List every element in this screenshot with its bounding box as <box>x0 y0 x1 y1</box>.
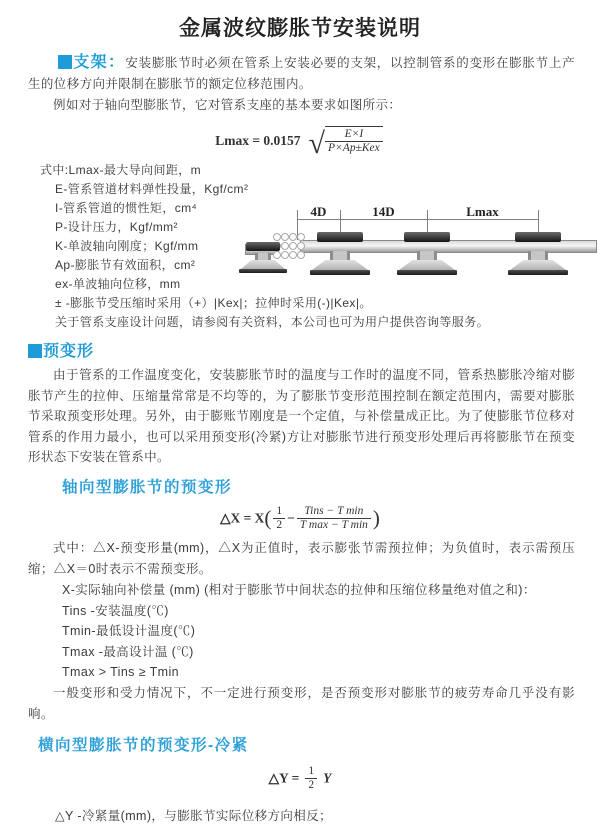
formula-fraction <box>325 126 383 155</box>
predeform-header-line <box>28 341 575 363</box>
axial-variable-list <box>62 580 600 683</box>
support-intro-paragraph <box>28 52 575 95</box>
support-foot <box>508 270 568 275</box>
right-paren: ) <box>372 506 380 531</box>
definition-line: K-单波轴向刚度；Kgf/mm <box>55 239 199 254</box>
support-base <box>510 260 566 270</box>
definition-line: E-管系管道材料弹性投量，Kgf/cm² <box>55 182 249 197</box>
variable-line: Tmax -最高设计温 (℃) <box>62 644 194 659</box>
half-fraction <box>305 765 317 792</box>
axial-formula-description: 式中：△X-预变形量(mm)，△X为正值时，表示膨张节需预拉伸；为负值时，表示需预压缩；△X＝0时表示不需预变形。 <box>28 541 575 577</box>
variable-line: Tmax > Tins ≥ Tmin <box>62 665 179 680</box>
dim-label-lmax: Lmax <box>466 204 499 219</box>
section-square-icon <box>28 344 42 358</box>
support-neck <box>255 253 271 260</box>
support-base <box>241 260 285 269</box>
pipe-guide-support <box>404 232 450 278</box>
axial-predeform-formula <box>0 505 600 532</box>
fraction-denominator: T max − T min <box>299 519 368 532</box>
support-neck <box>330 251 350 260</box>
radical-sign-icon: √ <box>308 126 326 160</box>
pipe-guide-support <box>515 232 561 278</box>
half-fraction <box>273 505 285 532</box>
definition-line: Ap-膨胀节有效面积，cm² <box>55 258 196 273</box>
dim-label-14d: 14D <box>372 204 395 219</box>
support-example-line: 例如对于轴向型膨胀节，它对管系支座的基本要求如图所示： <box>53 98 402 112</box>
coil-icon <box>281 242 289 250</box>
coil-icon <box>273 233 281 241</box>
definition-line: ± -膨胀节受压缩时采用（+）|Kex|；拉伸时采用(-)|Kex|。 <box>55 296 372 311</box>
support-neck <box>528 251 548 260</box>
sqrt-radical <box>308 126 385 160</box>
page-title: 金属波纹膨胀节安装说明 <box>179 17 421 40</box>
clamp-cap <box>515 232 561 242</box>
fraction-denominator: 2 <box>308 779 315 792</box>
formula-lhs: Lmax = 0.0157 <box>215 132 301 148</box>
support-foot <box>397 270 457 275</box>
support-base <box>399 260 455 270</box>
support-foot <box>239 269 287 273</box>
document-page <box>0 12 600 824</box>
definition-line: I-管系管道的惯性矩，cm⁴ <box>55 201 198 216</box>
lateral-predeform-formula <box>0 765 600 792</box>
coil-icon <box>297 251 305 259</box>
dimension-line <box>297 219 538 220</box>
support-base <box>312 260 368 270</box>
fraction-numerator: Tins − T min <box>297 505 371 519</box>
minus-sign: − <box>287 510 295 526</box>
subsection-axial-predeform: 轴向型膨胀节的预变形 <box>62 478 233 496</box>
definition-line: ex-单波轴向位移，mm <box>55 277 181 292</box>
variable-line: Tmin-最低设计温度(℃) <box>62 624 196 639</box>
clamp-cap <box>246 242 280 251</box>
lateral-formula-description: △Y -冷紧量(mm)，与膨胀节实际位移方向相反； <box>55 809 333 824</box>
support-intro-text: 安装膨胀节时必须在管系上安装必要的支架，以控制管系的变形在膨胀节上产生的位移方向并限制在膨胀节的额定位移范围内。 <box>28 56 575 91</box>
support-foot <box>310 270 370 275</box>
lmax-formula <box>0 126 600 160</box>
fraction-denominator: P×Ap±Kex <box>328 142 380 155</box>
definition-line: 式中:Lmax-最大导向间距，m <box>40 163 202 178</box>
subsection-lateral-predeform: 横向型膨胀节的预变形-冷紧 <box>38 736 249 754</box>
support-neck <box>417 251 437 260</box>
coil-icon <box>289 233 297 241</box>
formula-rhs: Y <box>323 770 332 786</box>
definition-line: P-设计压力，Kgf/mm² <box>55 220 178 235</box>
coil-icon <box>289 242 297 250</box>
variable-line: X-实际轴向补偿量 (mm) (相对于膨胀节中间状态的拉伸和压缩位移量绝对值之和)： <box>62 583 536 598</box>
coil-icon <box>289 251 297 259</box>
coil-icon <box>281 251 289 259</box>
formula-lhs: △Y = <box>268 770 300 786</box>
pipe-guide-support <box>317 232 363 278</box>
fraction-denominator: 2 <box>276 519 283 532</box>
section-header-predeform: 预变形 <box>43 343 95 361</box>
fraction-numerator: 1 <box>273 505 285 519</box>
dim-label-4d: 4D <box>310 204 327 219</box>
variable-line: Tins -安装温度(℃) <box>62 603 169 618</box>
definition-line: 关于管系支座设计问题，请参阅有关资料，本公司也可为用户提供咨询等服务。 <box>55 315 490 330</box>
temperature-fraction <box>297 505 371 532</box>
coil-icon <box>281 233 289 241</box>
coil-icon <box>297 242 305 250</box>
section-square-icon <box>58 55 72 69</box>
formula-lhs: △X = X <box>220 510 265 526</box>
pipe-support-diagram <box>245 204 595 304</box>
fraction-numerator: E×I <box>325 128 383 142</box>
clamp-cap <box>317 232 363 242</box>
section-header-support: 支架： <box>73 54 126 71</box>
left-paren: ( <box>264 506 272 531</box>
axial-note-line: 一般变形和受力情况下，不一定进行预变形，是否预变形对膨胀节的疲劳寿命几乎没有影响。 <box>28 685 575 721</box>
clamp-cap <box>404 232 450 242</box>
coil-icon <box>297 233 305 241</box>
predeform-paragraph: 由于管系的工作温度变化，安装膨胀节时的温度与工作时的温度不同，管系热膨胀冷缩对膨胀节产生的拉伸、压缩量常常是不均等的，为了膨胀节变形范围控制在额定范围内，需要对膨胀节采取预变形处理。另外，由于膨账节刚度是一个定值，与补偿量成正比。为了使膨胀节位移对管系的作用力最小，也可以采用预变形(冷紧)方让对膨胀节进行预变形处理后再将膨胀节在预变形状态下安装在管系中。 <box>28 368 575 465</box>
fixed-anchor-support <box>246 242 280 276</box>
fraction-numerator: 1 <box>305 765 317 779</box>
